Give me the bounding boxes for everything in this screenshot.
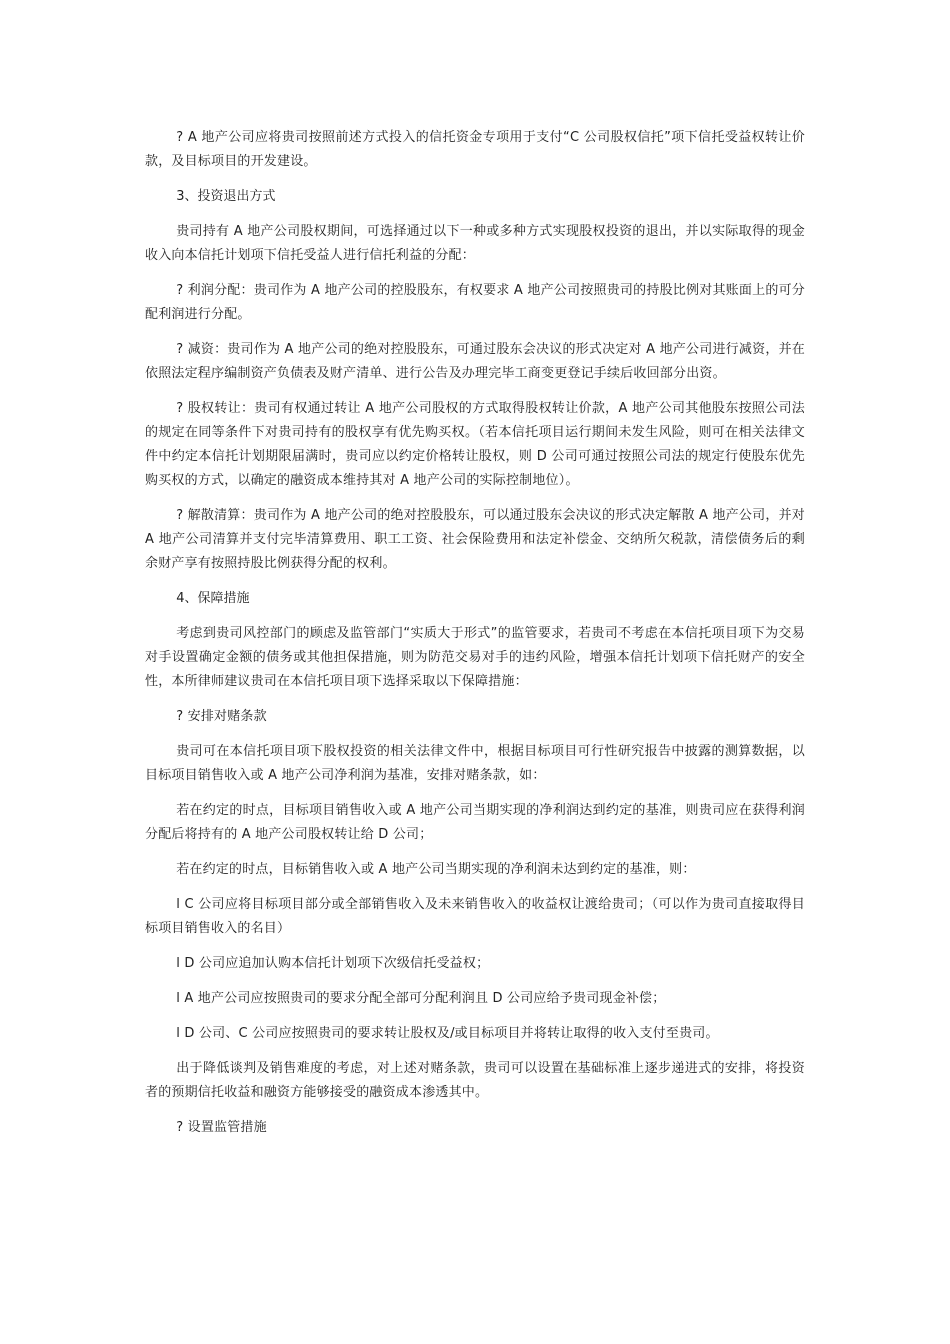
paragraph-equity-transfer: ? 股权转让：贵司有权通过转让 A 地产公司股权的方式取得股权转让价款，A 地产公司其他股东按照公司法的规定在同等条件下对贵司持有的股权享有优先购买权。（若本信托项目运行期间未发生风险，则可在相关法律文件中约定本信托计划期限届满时，贵司应以约定价格转让股权，则 D 公司可通过按照公司法的规定行使股东优先购买权的方式，以确定的融资成本维持其对 A 地产公司的实际控制地位）。 (145, 401, 805, 488)
paragraph-vam-heading: ? 安排对赌条款 (176, 709, 267, 724)
paragraph-safeguards-intro: 考虑到贵司风控部门的顾虑及监管部门“实质大于形式”的监管要求，若贵司不考虑在本信托项目项下为交易对手设置确定金额的债务或其他担保措施，则为防范交易对手的违约风险，增强本信托计划项下信托财产的安全性，本所律师建议贵司在本信托项目项下选择采取以下保障措施： (145, 626, 805, 689)
paragraph-vam-intro: 贵司可在本信托项目项下股权投资的相关法律文件中，根据目标项目可行性研究报告中披露的测算数据，以目标项目销售收入或 A 地产公司净利润为基准，安排对赌条款，如： (145, 744, 805, 783)
heading-exit-method: 3、投资退出方式 (176, 189, 276, 204)
paragraph-fund-usage: ? A 地产公司应将贵司按照前述方式投入的信托资金专项用于支付“C 公司股权信托”项下信托受益权转让价款，及目标项目的开发建设。 (145, 130, 805, 169)
document-page (145, 126, 805, 1151)
list-item-d-c-transfer: l D 公司、C 公司应按照贵司的要求转让股权及/或目标项目并将转让取得的收入支付至贵司。 (176, 1026, 719, 1041)
paragraph-profit-distribution: ? 利润分配：贵司作为 A 地产公司的控股股东，有权要求 A 地产公司按照贵司的持股比例对其账面上的可分配利润进行分配。 (145, 283, 805, 322)
paragraph-vam-not-achieved: 若在约定的时点，目标销售收入或 A 地产公司当期实现的净利润未达到约定的基准，则： (176, 862, 696, 877)
list-item-a-company-distribute: l A 地产公司应按照贵司的要求分配全部可分配利润且 D 公司应给予贵司现金补偿； (176, 991, 666, 1006)
list-item-c-company: l C 公司应将目标项目部分或全部销售收入及未来销售收入的收益权让渡给贵司；（可以作为贵司直接取得目标项目销售收入的名目） (145, 897, 805, 936)
paragraph-vam-progressive: 出于降低谈判及销售难度的考虑，对上述对赌条款，贵司可以设置在基础标准上逐步递进式的安排，将投资者的预期信托收益和融资方能够接受的融资成本渗透其中。 (145, 1061, 805, 1100)
paragraph-dissolution: ? 解散清算：贵司作为 A 地产公司的绝对控股股东，可以通过股东会决议的形式决定解散 A 地产公司，并对 A 地产公司清算并支付完毕清算费用、职工工资、社会保险费用和法定补偿金、交纳所欠税款，清偿债务后的剩余财产享有按照持股比例获得分配的权利。 (145, 508, 805, 571)
paragraph-vam-achieved: 若在约定的时点，目标项目销售收入或 A 地产公司当期实现的净利润达到约定的基准，则贵司应在获得利润分配后将持有的 A 地产公司股权转让给 D 公司； (145, 803, 805, 842)
paragraph-supervision-heading: ? 设置监管措施 (176, 1120, 267, 1135)
heading-safeguards: 4、保障措施 (176, 591, 250, 606)
paragraph-exit-intro: 贵司持有 A 地产公司股权期间，可选择通过以下一种或多种方式实现股权投资的退出，并以实际取得的现金收入向本信托计划项下信托受益人进行信托利益的分配： (145, 224, 805, 263)
paragraph-capital-reduction: ? 减资：贵司作为 A 地产公司的绝对控股股东，可通过股东会决议的形式决定对 A 地产公司进行减资，并在依照法定程序编制资产负债表及财产清单、进行公告及办理完毕工商变更登记手续后收回部分出资。 (145, 342, 805, 381)
list-item-d-company-subscribe: l D 公司应追加认购本信托计划项下次级信托受益权； (176, 956, 490, 971)
